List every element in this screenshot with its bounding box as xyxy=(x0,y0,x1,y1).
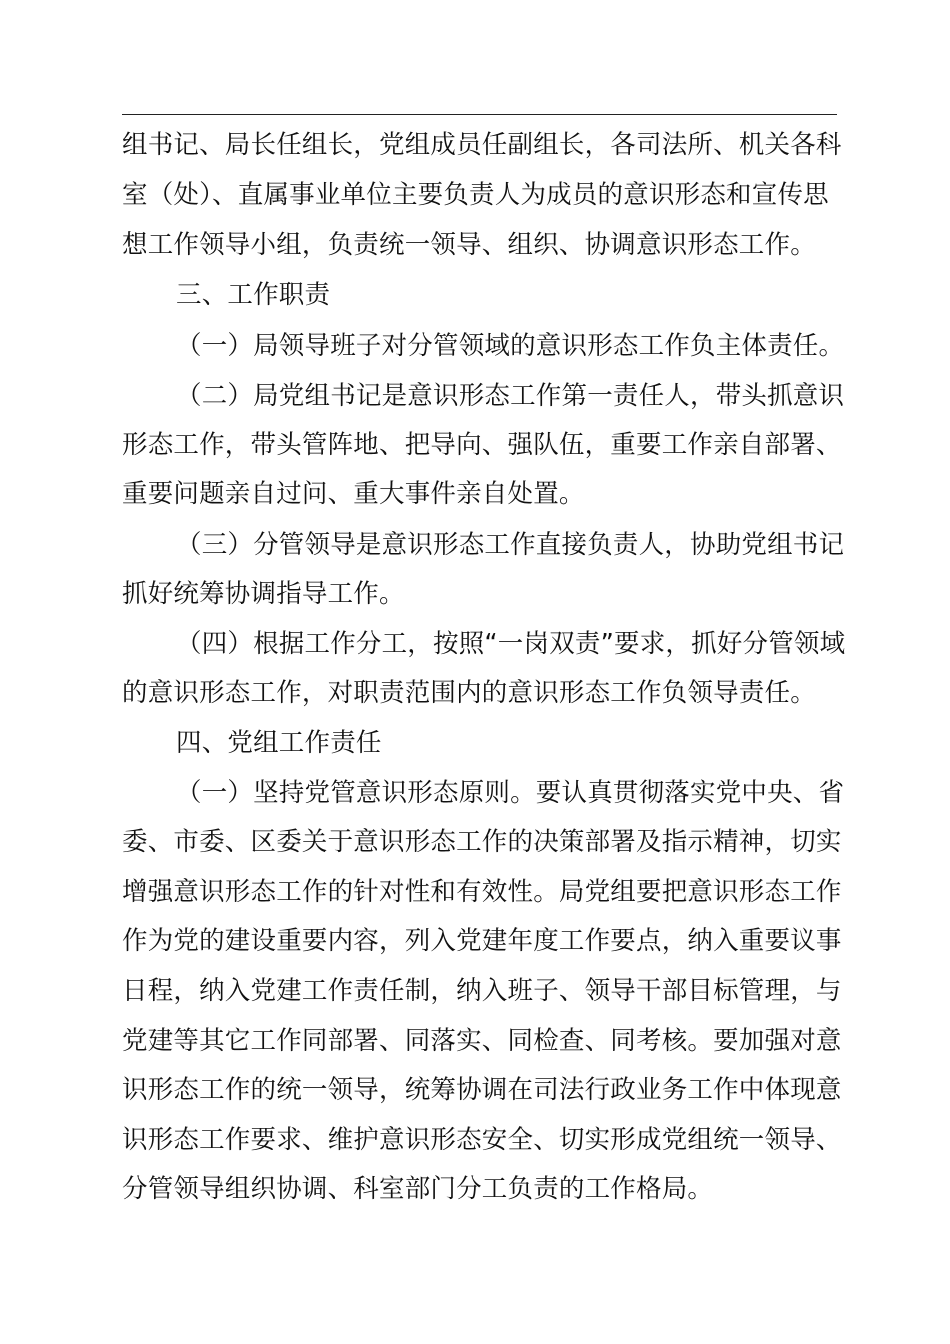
body-line: 分管领导组织协调、科室部门分工负责的工作格局。 xyxy=(122,1174,714,1204)
body-line: 作为党的建设重要内容，列入党建年度工作要点，纳入重要议事 xyxy=(122,926,842,956)
section-heading: 四、党组工作责任 xyxy=(176,728,382,758)
body-line: 党建等其它工作同部署、同落实、同检查、同考核。要加强对意 xyxy=(122,1026,842,1056)
body-line: 抓好统筹协调指导工作。 xyxy=(122,579,405,609)
body-line: 增强意识形态工作的针对性和有效性。局党组要把意识形态工作 xyxy=(122,877,842,907)
body-line: （一）局领导班子对分管领域的意识形态工作负主体责任。 xyxy=(176,331,845,361)
body-line: 识形态工作的统一领导，统筹协调在司法行政业务工作中体现意 xyxy=(122,1075,842,1105)
body-line: 组书记、局长任组长，党组成员任副组长，各司法所、机关各科 xyxy=(122,130,842,160)
header-rule xyxy=(122,114,837,115)
section-heading: 三、工作职责 xyxy=(176,280,331,310)
body-line: （二）局党组书记是意识形态工作第一责任人，带头抓意识 xyxy=(176,381,845,411)
body-line: （一）坚持党管意识形态原则。要认真贯彻落实党中央、省 xyxy=(176,778,845,808)
body-line: （四）根据工作分工，按照“一岗双责”要求，抓好分管领域 xyxy=(176,629,846,659)
body-line: 的意识形态工作，对职责范围内的意识形态工作负领导责任。 xyxy=(122,678,816,708)
body-line: 形态工作，带头管阵地、把导向、强队伍，重要工作亲自部署、 xyxy=(122,430,842,460)
body-line: 日程，纳入党建工作责任制，纳入班子、领导干部目标管理，与 xyxy=(122,976,842,1006)
body-line: 想工作领导小组，负责统一领导、组织、协调意识形态工作。 xyxy=(122,230,816,260)
body-line: 室（处）、直属事业单位主要负责人为成员的意识形态和宣传思 xyxy=(122,180,829,210)
body-line: （三）分管领导是意识形态工作直接负责人，协助党组书记 xyxy=(176,530,845,560)
body-line: 重要问题亲自过问、重大事件亲自处置。 xyxy=(122,479,585,509)
body-line: 委、市委、区委关于意识形态工作的决策部署及指示精神，切实 xyxy=(122,827,842,857)
body-line: 识形态工作要求、维护意识形态安全、切实形成党组统一领导、 xyxy=(122,1125,842,1155)
